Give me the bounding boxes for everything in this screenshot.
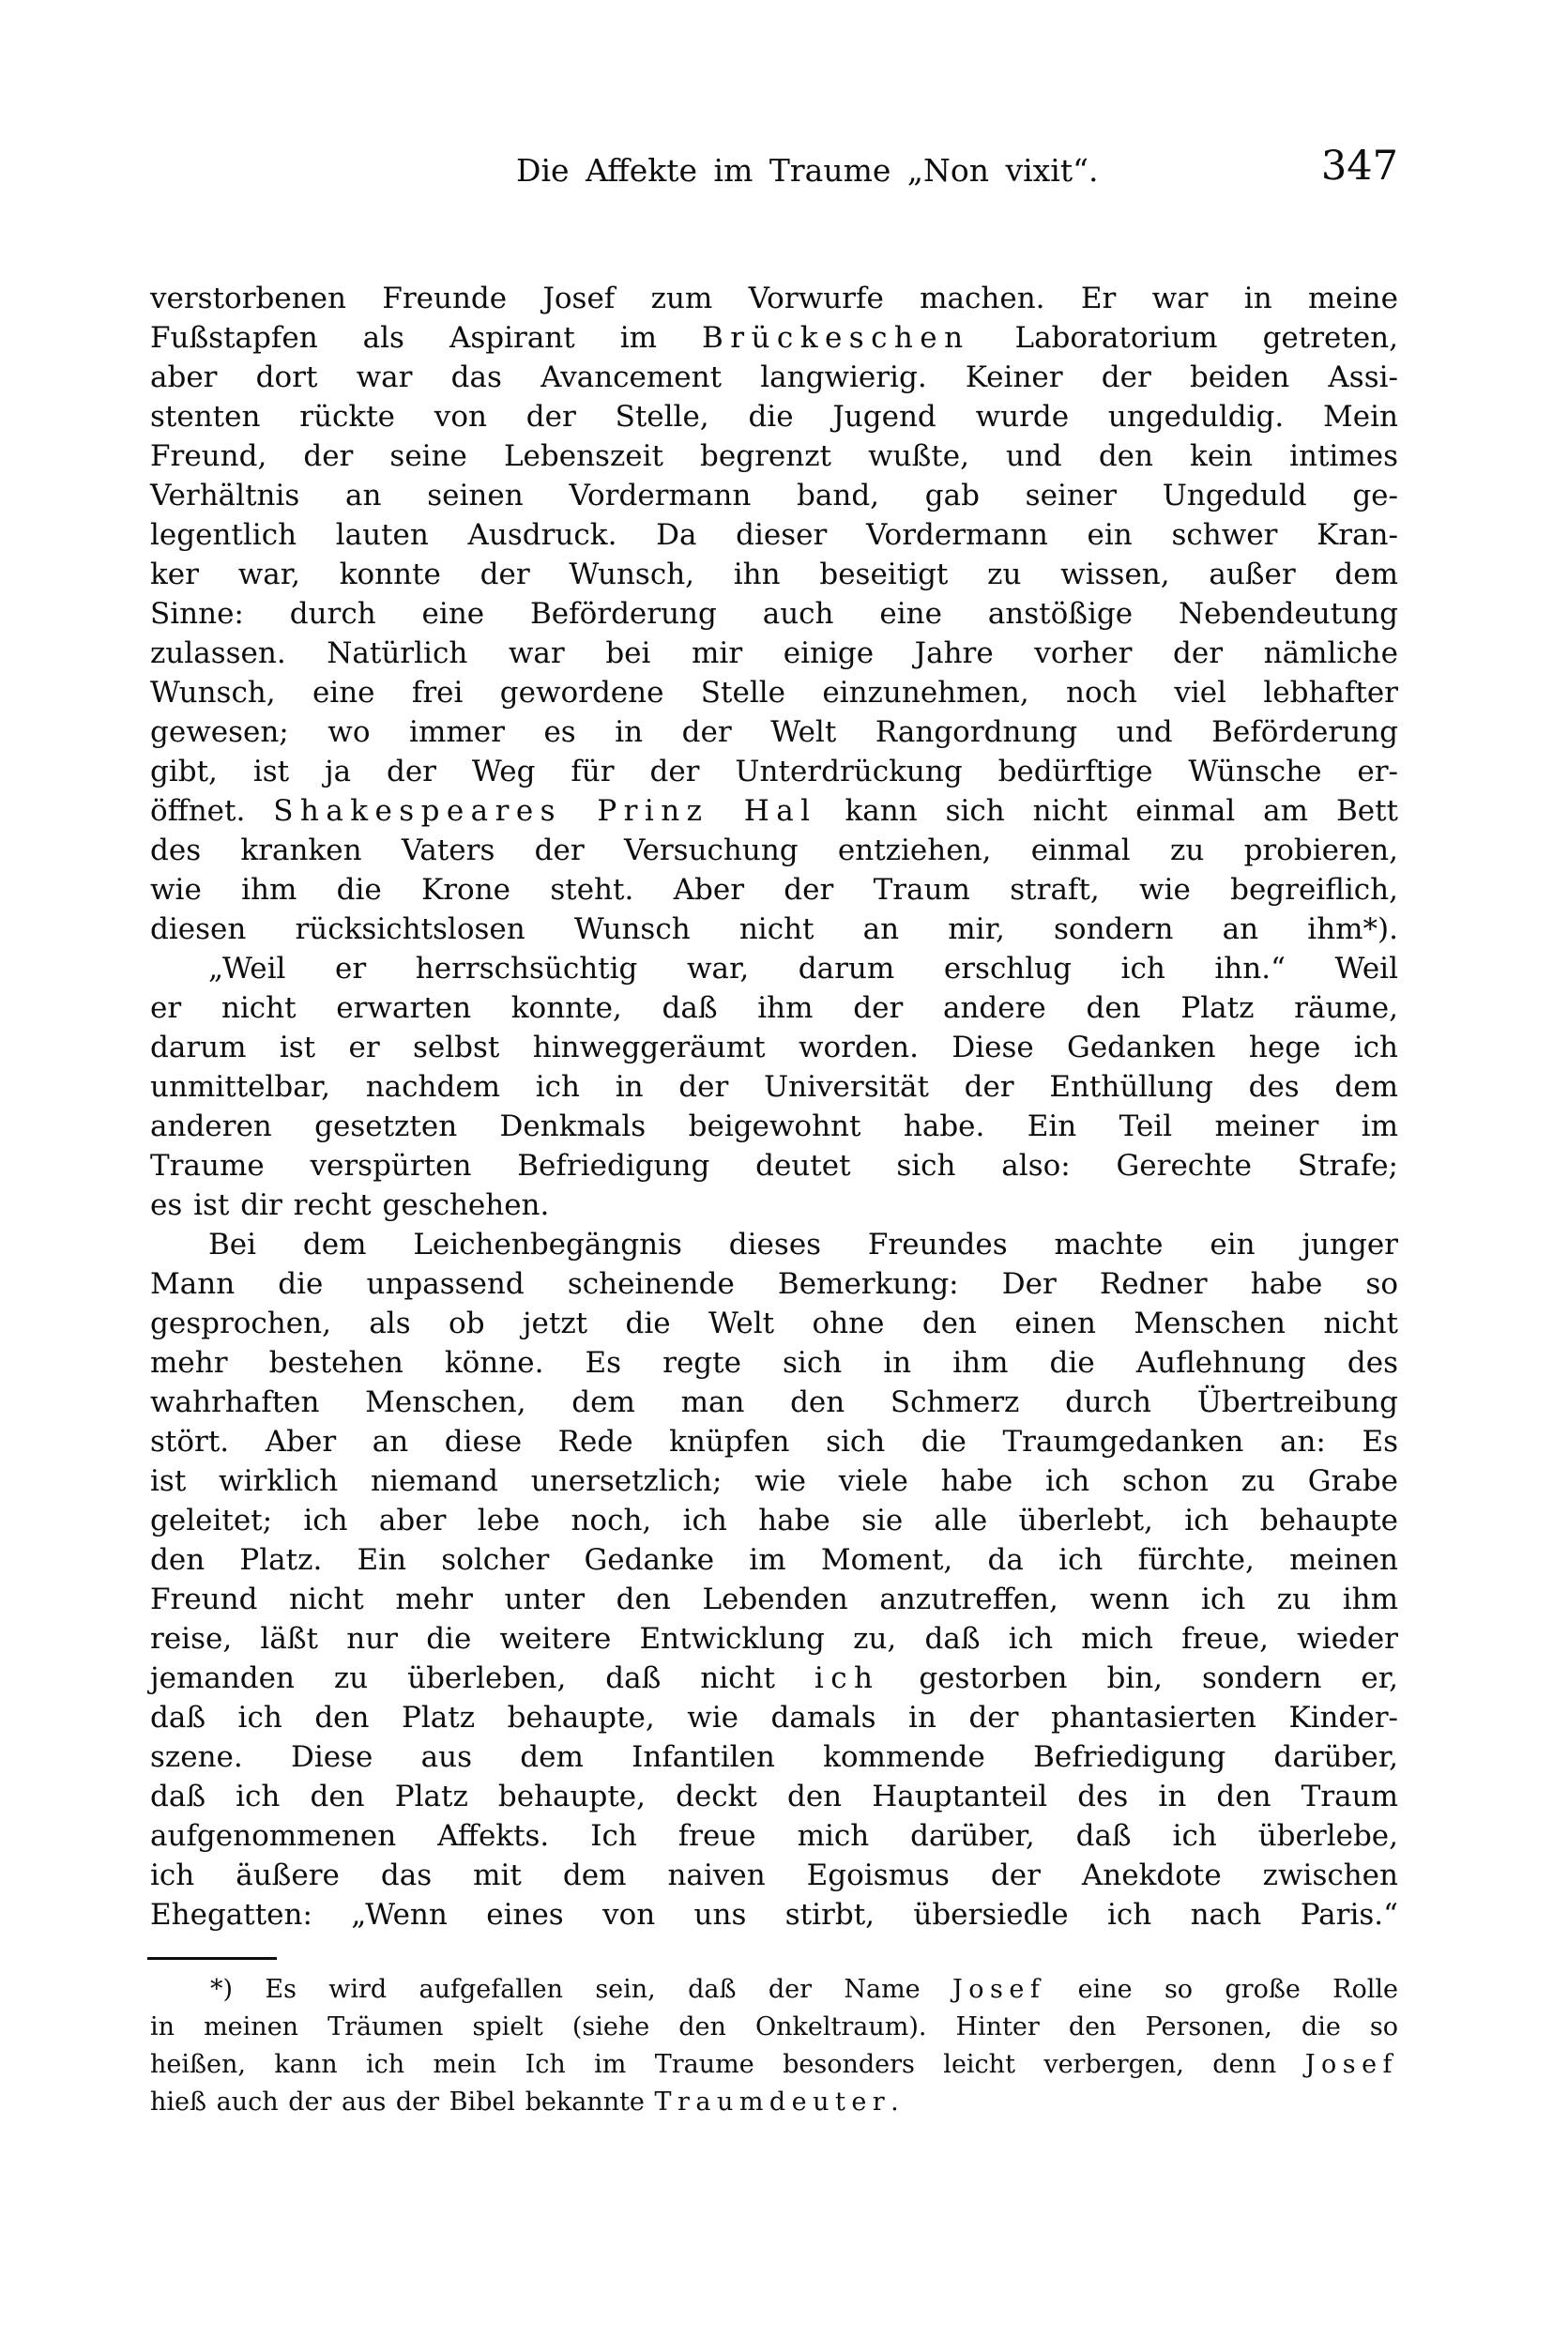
text-segment: Laboratorium getreten, <box>969 321 1398 355</box>
text-segment: gesprochen, als ob jetzt die Welt ohne den einen Menschen nicht <box>150 1307 1398 1340</box>
text-line <box>150 476 1398 515</box>
text-line <box>150 673 1398 712</box>
text-line <box>150 949 1398 988</box>
footnote <box>150 1971 1398 2121</box>
text-line <box>150 831 1398 870</box>
text-segment: geleitet; ich aber lebe noch, ich habe sie alle überlebt, ich behaupte <box>150 1504 1398 1537</box>
text-segment: gibt, ist ja der Weg für der Unterdrückung bedürftige Wünsche er- <box>150 755 1398 788</box>
text-segment: Freund, der seine Lebenszeit begrenzt wußte, und den kein intimes <box>150 439 1398 473</box>
text-segment: heißen, kann ich mein Ich im Traume besonders leicht verbergen, denn <box>150 2050 1305 2079</box>
text-line <box>150 358 1398 397</box>
letterspaced-text: Josef <box>951 1975 1046 2004</box>
text-segment: darum ist er selbst hinweggeräumt worden. Diese Gedanken hege ich <box>150 1031 1398 1064</box>
text-segment: *) Es wird aufgefallen sein, daß der Name <box>210 1975 952 2004</box>
text-segment: er nicht erwarten konnte, daß ihm der andere den Platz räume, <box>150 991 1398 1025</box>
text-line <box>150 1540 1398 1580</box>
text-segment: den Platz. Ein solcher Gedanke im Moment, da ich fürchte, meinen <box>150 1543 1398 1577</box>
text-segment: kann sich nicht einmal am Bett <box>816 794 1398 828</box>
footnote-line <box>150 1971 1398 2009</box>
text-segment: diesen rücksichtslosen Wunsch nicht an mir, sondern an ihm*). <box>150 912 1398 946</box>
text-segment: ich äußere das mit dem naiven Egoismus der Anekdote zwischen <box>150 1858 1398 1892</box>
text-segment: stört. Aber an diese Rede knüpfen sich die Traumgedanken an: Es <box>150 1425 1398 1459</box>
text-segment: Freund nicht mehr unter den Lebenden anzutreffen, wenn ich zu ihm <box>150 1583 1398 1616</box>
text-segment: ist wirklich niemand unersetzlich; wie viele habe ich schon zu Grabe <box>150 1464 1398 1498</box>
text-segment: zulassen. Natürlich war bei mir einige Jahre vorher der nämliche <box>150 636 1398 670</box>
footnote-line <box>150 2084 1398 2121</box>
body-text <box>150 279 1398 1935</box>
text-line <box>150 555 1398 594</box>
text-line <box>150 1185 1398 1225</box>
letterspaced-text: ich <box>814 1661 880 1695</box>
text-segment: öffnet. <box>150 794 274 828</box>
text-line <box>150 634 1398 673</box>
text-segment: daß ich den Platz behaupte, deckt den Hauptanteil des in den Traum <box>150 1780 1398 1813</box>
text-line <box>150 1067 1398 1107</box>
text-segment: gewesen; wo immer es in der Welt Rangordnung und Beförderung <box>150 715 1398 749</box>
text-line <box>150 1895 1398 1935</box>
text-segment: . <box>891 2088 899 2117</box>
page-header <box>150 143 1398 199</box>
text-segment: Sinne: durch eine Beförderung auch eine anstößige Nebendeutung <box>150 597 1398 631</box>
text-line <box>150 1225 1398 1264</box>
text-segment: wahrhaften Menschen, dem man den Schmerz durch Übertreibung <box>150 1385 1398 1419</box>
text-line <box>150 1461 1398 1501</box>
text-line <box>150 318 1398 358</box>
text-segment: es ist dir recht geschehen. <box>150 1188 550 1222</box>
text-line <box>150 1816 1398 1856</box>
text-line <box>150 1777 1398 1816</box>
text-line <box>150 515 1398 555</box>
text-line <box>150 397 1398 436</box>
text-line <box>150 1146 1398 1185</box>
footnote-line <box>150 2009 1398 2046</box>
text-segment: ker war, konnte der Wunsch, ihn beseitigt zu wissen, außer dem <box>150 558 1398 591</box>
text-line <box>150 436 1398 476</box>
text-line <box>150 1659 1398 1698</box>
running-header-title: Die Affekte im Traume „Non vixit“. <box>516 152 1099 189</box>
text-line <box>150 1580 1398 1619</box>
text-segment: Verhältnis an seinen Vordermann band, gab seiner Ungeduld ge- <box>150 479 1398 512</box>
text-line <box>150 752 1398 791</box>
letterspaced-text: Brückeschen <box>702 321 970 355</box>
text-line <box>150 1107 1398 1146</box>
text-segment: mehr bestehen könne. Es regte sich in ihm die Auflehnung des <box>150 1346 1398 1380</box>
text-segment: Traume verspürten Befriedigung deutet sich also: Gerechte Strafe; <box>150 1149 1398 1183</box>
text-segment: szene. Diese aus dem Infantilen kommende Befriedigung darüber, <box>150 1740 1398 1774</box>
text-segment: unmittelbar, nachdem ich in der Universität der Enthüllung des dem <box>150 1070 1398 1104</box>
text-line <box>150 712 1398 752</box>
text-line <box>150 1304 1398 1343</box>
text-segment: eine so große Rolle <box>1045 1975 1399 2004</box>
letterspaced-text: Shakespeares Prinz Hal <box>273 794 817 828</box>
text-line <box>150 1856 1398 1895</box>
text-line <box>150 1619 1398 1659</box>
text-segment: verstorbenen Freunde Josef zum Vorwurfe machen. Er war in meine <box>150 282 1398 315</box>
text-segment: Fußstapfen als Aspirant im <box>150 321 703 355</box>
text-segment: aufgenommenen Affekts. Ich freue mich darüber, daß ich überlebe, <box>150 1819 1398 1853</box>
footnote-line <box>150 2046 1398 2084</box>
text-line <box>150 1698 1398 1737</box>
text-segment: gestorben bin, sondern er, <box>879 1661 1399 1695</box>
text-line <box>150 1501 1398 1540</box>
text-segment: legentlich lauten Ausdruck. Da dieser Vordermann ein schwer Kran- <box>150 518 1398 552</box>
text-line <box>150 1264 1398 1304</box>
text-segment: Ehegatten: „Wenn eines von uns stirbt, übersiedle ich nach Paris.“ <box>150 1898 1398 1932</box>
text-segment: jemanden zu überleben, daß nicht <box>150 1661 814 1695</box>
text-line <box>150 1028 1398 1067</box>
text-segment: in meinen Träumen spielt (siehe den Onkeltraum). Hinter den Personen, die so <box>150 2012 1398 2042</box>
text-line <box>150 791 1398 831</box>
footnote-separator-rule <box>147 1957 277 1960</box>
text-line <box>150 594 1398 634</box>
text-segment: reise, läßt nur die weitere Entwicklung zu, daß ich mich freue, wieder <box>150 1622 1398 1656</box>
text-line <box>150 1383 1398 1422</box>
text-segment: des kranken Vaters der Versuchung entziehen, einmal zu probieren, <box>150 834 1398 867</box>
text-segment: „Weil er herrschsüchtig war, darum erschlug ich ihn.“ Weil <box>208 952 1398 986</box>
text-segment: anderen gesetzten Denkmals beigewohnt habe. Ein Teil meiner im <box>150 1109 1398 1143</box>
text-segment: wie ihm die Krone steht. Aber der Traum straft, wie begreiflich, <box>150 873 1398 907</box>
text-segment: stenten rückte von der Stelle, die Jugend wurde ungeduldig. Mein <box>150 400 1398 434</box>
text-segment: daß ich den Platz behaupte, wie damals in der phantasierten Kinder- <box>150 1701 1398 1735</box>
text-segment: Wunsch, eine frei gewordene Stelle einzunehmen, noch viel lebhafter <box>150 676 1398 710</box>
text-line <box>150 1343 1398 1383</box>
text-segment: hieß auch der aus der Bibel bekannte <box>150 2088 655 2117</box>
text-segment: aber dort war das Avancement langwierig. Keiner der beiden Assi- <box>150 360 1398 394</box>
text-line <box>150 870 1398 910</box>
text-line <box>150 1422 1398 1461</box>
text-line <box>150 279 1398 318</box>
text-segment: Mann die unpassend scheinende Bemerkung: Der Redner habe so <box>150 1267 1398 1301</box>
letterspaced-text: Traumdeuter <box>654 2088 891 2117</box>
letterspaced-text: Josef <box>1304 2050 1398 2079</box>
text-line <box>150 988 1398 1028</box>
text-segment: Bei dem Leichenbegängnis dieses Freundes machte ein junger <box>208 1228 1398 1262</box>
text-line <box>150 910 1398 949</box>
page-number: 347 <box>1320 143 1398 190</box>
text-line <box>150 1737 1398 1777</box>
